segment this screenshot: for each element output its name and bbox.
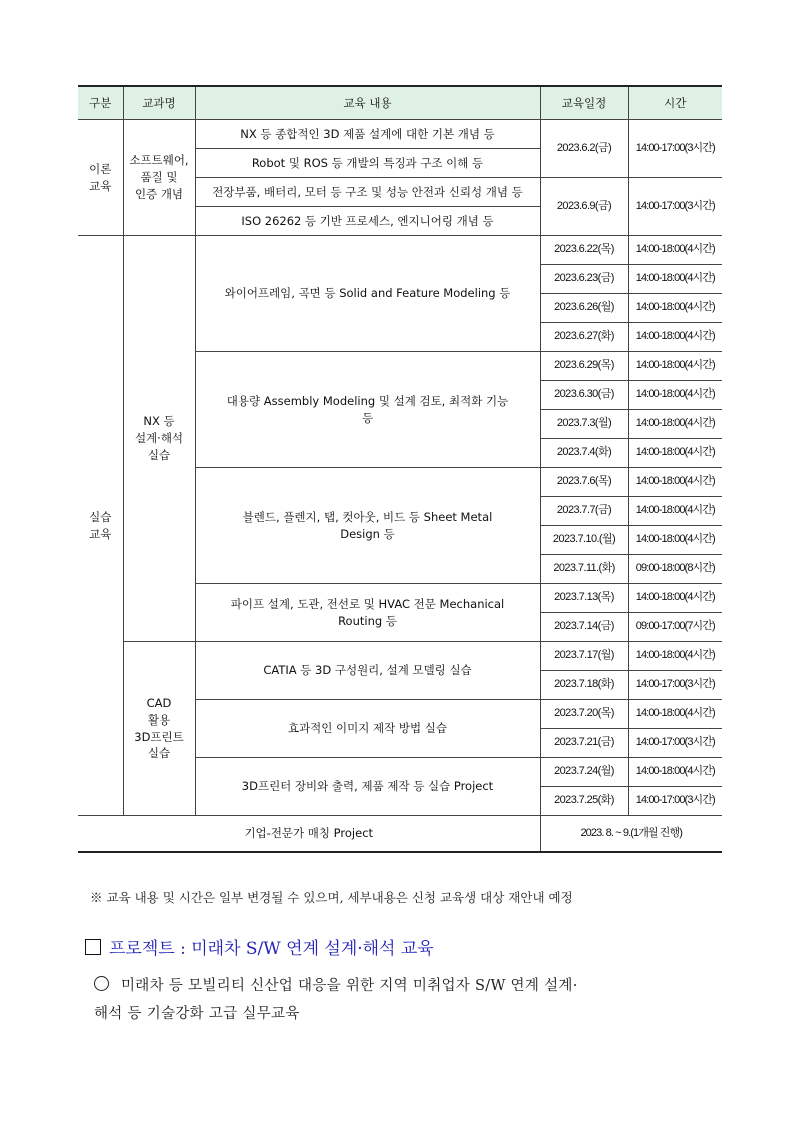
time-cell: 14:00-17:00(3시간) [628,787,722,816]
header-schedule: 교육일정 [540,86,628,120]
content-cell: ISO 26262 등 기반 프로세스, 엔지니어링 개념 등 [195,207,540,236]
content-cell: 블렌드, 플렌지, 탭, 컷아웃, 비드 등 Sheet Metal Design 등 [195,468,540,584]
time-cell: 14:00-17:00(3시간) [628,729,722,758]
date-cell: 2023.6.22(목) [540,236,628,265]
date-cell: 2023.7.7(금) [540,497,628,526]
date-cell: 2023.7.20(목) [540,700,628,729]
time-cell: 14:00-18:00(4시간) [628,468,722,497]
date-cell: 2023.7.25(화) [540,787,628,816]
date-cell: 2023.7.6(목) [540,468,628,497]
table-row [78,236,722,265]
project-heading [85,934,434,959]
time-cell: 14:00-18:00(4시간) [628,526,722,555]
time-cell: 14:00-18:00(4시간) [628,584,722,613]
date-cell: 2023.6.23(금) [540,265,628,294]
header-subject: 교과명 [123,86,195,120]
date-cell: 2023.7.4(화) [540,439,628,468]
header-time: 시간 [628,86,722,120]
theory-subject: 소프트웨어, 품질 및 인증 개념 [123,120,195,236]
date-cell: 2023.7.10.(월) [540,526,628,555]
date-cell: 2023.7.21(금) [540,729,628,758]
theory-category: 이론 교육 [78,120,123,236]
practice-category: 실습 교육 [78,236,123,816]
time-cell: 14:00-17:00(3시간) [628,178,722,236]
time-cell: 09:00-18:00(8시간) [628,555,722,584]
time-cell: 14:00-18:00(4시간) [628,497,722,526]
content-cell: 3D프린터 장비와 출력, 제품 제작 등 실습 Project [195,758,540,816]
date-cell: 2023.6.2(금) [540,120,628,178]
date-cell: 2023.7.17(월) [540,642,628,671]
footer-schedule: 2023. 8. ~ 9.(1개월 진행) [540,816,722,853]
content-cell: NX 등 종합적인 3D 제품 설계에 대한 기본 개념 등 [195,120,540,149]
date-cell: 2023.7.3(월) [540,410,628,439]
date-cell: 2023.6.27(화) [540,323,628,352]
header-row [78,86,722,120]
date-cell: 2023.6.9(금) [540,178,628,236]
content-cell: 효과적인 이미지 제작 방법 실습 [195,700,540,758]
content-cell: Robot 및 ROS 등 개발의 특징과 구조 이해 등 [195,149,540,178]
project-bullet-text: 미래차 등 모빌리티 신산업 대응을 위한 지역 미취업자 S/W 연계 설계· 해석 등 기술강화 고급 실무교육 [94,978,578,1022]
schedule-body [78,120,722,853]
table-row [78,120,722,149]
time-cell: 14:00-18:00(4시간) [628,352,722,381]
time-cell: 14:00-18:00(4시간) [628,381,722,410]
content-cell: 와이어프레임, 곡면 등 Solid and Feature Modeling 등 [195,236,540,352]
cad-subject: CAD 활용 3D프린트 실습 [123,642,195,816]
time-cell: 14:00-18:00(4시간) [628,700,722,729]
project-bullet [94,972,734,1028]
project-title: 프로젝트 : 미래차 S/W 연계 설계·해석 교육 [109,939,434,959]
content-cell: 전장부품, 배터리, 모터 등 구조 및 성능 안전과 신뢰성 개념 등 [195,178,540,207]
header-category: 구분 [78,86,123,120]
content-cell: CATIA 등 3D 구성원리, 설계 모델링 실습 [195,642,540,700]
date-cell: 2023.6.29(목) [540,352,628,381]
time-cell: 14:00-18:00(4시간) [628,758,722,787]
date-cell: 2023.7.24(월) [540,758,628,787]
time-cell: 09:00-17:00(7시간) [628,613,722,642]
circle-bullet-icon [94,976,109,991]
time-cell: 14:00-18:00(4시간) [628,323,722,352]
header-content: 교육 내용 [195,86,540,120]
table-row [78,642,722,671]
schedule-table [78,85,722,853]
content-cell: 대용량 Assembly Modeling 및 설계 검토, 최적화 기능 등 [195,352,540,468]
time-cell: 14:00-18:00(4시간) [628,439,722,468]
date-cell: 2023.7.11.(화) [540,555,628,584]
date-cell: 2023.6.30(금) [540,381,628,410]
note-text: ※ 교육 내용 및 시간은 일부 변경될 수 있으며, 세부내용은 신청 교육생 대상 재안내 예정 [90,890,573,905]
time-cell: 14:00-18:00(4시간) [628,236,722,265]
time-cell: 14:00-17:00(3시간) [628,671,722,700]
time-cell: 14:00-18:00(4시간) [628,294,722,323]
time-cell: 14:00-18:00(4시간) [628,642,722,671]
date-cell: 2023.7.18(화) [540,671,628,700]
footer-label: 기업-전문가 매칭 Project [78,816,540,853]
date-cell: 2023.7.13(목) [540,584,628,613]
content-cell: 파이프 설계, 도관, 전선로 및 HVAC 전문 Mechanical Routing 등 [195,584,540,642]
time-cell: 14:00-18:00(4시간) [628,410,722,439]
checkbox-square-icon [85,939,101,955]
footer-row [78,816,722,853]
date-cell: 2023.6.26(월) [540,294,628,323]
nx-subject: NX 등 설계·해석 실습 [123,236,195,642]
time-cell: 14:00-17:00(3시간) [628,120,722,178]
time-cell: 14:00-18:00(4시간) [628,265,722,294]
date-cell: 2023.7.14(금) [540,613,628,642]
